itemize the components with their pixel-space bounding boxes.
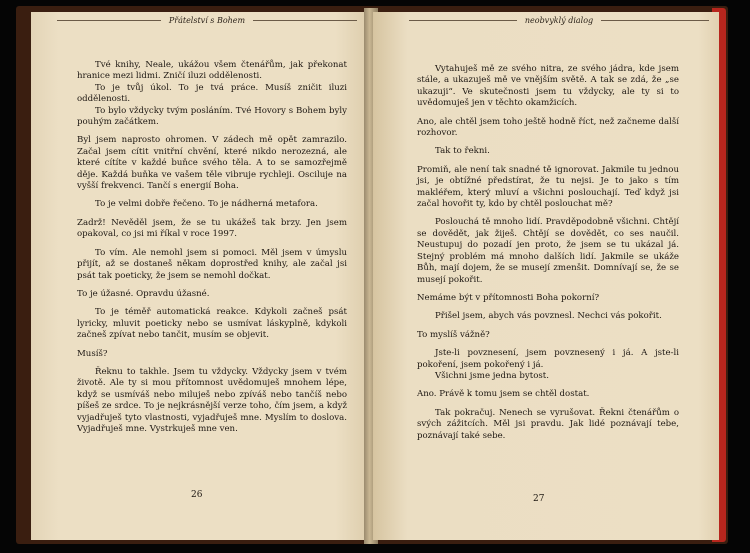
- header-rule: [253, 20, 357, 21]
- header-rule: [409, 20, 517, 21]
- right-paragraph: Promiň, ale není tak snadné tě ignorovat. Jakmile tu jednou jsi, je obtížné předstírat, že tu nejsi. Je to jako s tím makléřem, který mluví a všichni poslouchají. Teď když jsi začal hovořit ty, kdo by chtěl poslouchat mě?: [417, 164, 679, 210]
- left-paragraph: To je tvůj úkol. To je tvá práce. Musíš zničit iluzi oddělenosti.: [77, 82, 347, 105]
- left-paragraph: Řeknu to takhle. Jsem tu vždycky. Vždycky jsem v tvém životě. Ale ty si mou přítomnost uvědomuješ mnohem lépe, když se usmíváš nebo miluješ nebo zpíváš nebo tančíš nebo píšeš ze srdce. To je nejkrásnější verze toho, čím jsem, a když vyjadřuješ tyto vlastnosti, vyjadřuješ mne. Myslím to doslova. Vyjadřuješ mne. Vystrkuješ mne ven.: [77, 366, 347, 434]
- right-header-title: neobvyklý dialog: [524, 16, 594, 25]
- left-paragraph: Byl jsem naprosto ohromen. V zádech mě opět zamrazilo. Začal jsem cítit vnitřní chvění, které nikdo nerozezná, ale které cítíte v každé buňce svého těla. A to se samozřejmě děje. Každá buňka ve vašem těle vibruje rychleji. Osciluje na vyšší frekvenci. Tančí s energií Boha.: [77, 135, 347, 192]
- right-paragraph: Jste-li povznesení, jsem povznesený i já. A jste-li pokoření, jsem pokořený i já.: [417, 348, 679, 370]
- left-running-header: [57, 16, 357, 25]
- right-page: [373, 12, 719, 540]
- left-page-number: 26: [191, 490, 203, 500]
- right-paragraph: Všichni jsme jedna bytost.: [435, 370, 549, 381]
- right-paragraph: Ano. Právě k tomu jsem se chtěl dostat.: [417, 389, 590, 400]
- left-paragraph: To je téměř automatická reakce. Kdykoli začneš psát lyricky, mluvit poeticky nebo se usmívat láskyplně, kdykoli začneš zpívat nebo tančit, musím se objevit.: [77, 307, 347, 341]
- left-paragraph: Zadrž! Nevěděl jsem, že se tu ukážeš tak brzy. Jen jsem opakoval, co jsi mi říkal v roce 1997.: [77, 217, 347, 240]
- right-paragraph: Nemáme být v přítomnosti Boha pokorní?: [417, 292, 600, 303]
- left-paragraph: To je úžasné. Opravdu úžasné.: [77, 288, 210, 299]
- left-header-title: Přátelství s Bohem: [168, 16, 246, 25]
- left-page: [31, 12, 377, 540]
- right-paragraph: To myslíš vážně?: [417, 329, 490, 340]
- right-paragraph: Přišel jsem, abych vás povznesl. Nechci vás pokořit.: [435, 311, 662, 322]
- right-paragraph: Ano, ale chtěl jsem toho ještě hodně říct, než začneme další rozhovor.: [417, 116, 679, 139]
- left-paragraph: To je velmi dobře řečeno. To je nádherná metafora.: [95, 199, 318, 210]
- right-paragraph: Tak pokračuj. Nenech se vyrušovat. Řekni čtenářům o svých zážitcích. Měl jsi pravdu. Jak lidé poznávají tebe, poznávají také sebe.: [417, 407, 679, 441]
- right-running-header: [409, 16, 709, 25]
- left-paragraph: Tvé knihy, Neale, ukážou všem čtenářům, jak překonat hranice mezi lidmi. Zničí iluzi oddělenosti.: [77, 60, 347, 82]
- left-body-text: [77, 60, 347, 435]
- right-paragraph: Tak to řekni.: [435, 146, 490, 157]
- left-paragraph: Musíš?: [77, 348, 108, 359]
- left-paragraph: To bylo vždycky tvým posláním. Tvé Hovory s Bohem byly pouhým začátkem.: [77, 105, 347, 128]
- header-rule: [57, 20, 161, 21]
- header-rule: [601, 20, 709, 21]
- right-page-number: 27: [533, 494, 545, 504]
- left-paragraph: To vím. Ale nemohl jsem si pomoci. Měl jsem v úmyslu přijít, až se dostaneš někam doprostřed knihy, ale začal jsi psát tak poeticky, že jsem se nemohl dočkat.: [77, 247, 347, 281]
- right-paragraph: Vytahuješ mě ze svého nitra, ze svého jádra, kde jsem stále, a ukazuješ mě ve vnějším světě. A tak se zdá, že „se ukazuji“. Ve skutečnosti jsem tu vždycky, ale ty si to uvědomuješ jen v těchto okamžicích.: [417, 64, 679, 109]
- right-paragraph: Poslouchá tě mnoho lidí. Pravděpodobně všichni. Chtějí se dovědět, jak žiješ. Chtějí se dovědět, co ses naučil. Neustupuj do pozadí jen proto, že jsem se tu ukázal já. Stejný problém má mnoho dalších lidí. Jakmile se ukáže Bůh, mají dojem, že se musejí zmenšit. Domnívají se, že se musejí pokořit.: [417, 217, 679, 285]
- right-body-text: [417, 64, 679, 442]
